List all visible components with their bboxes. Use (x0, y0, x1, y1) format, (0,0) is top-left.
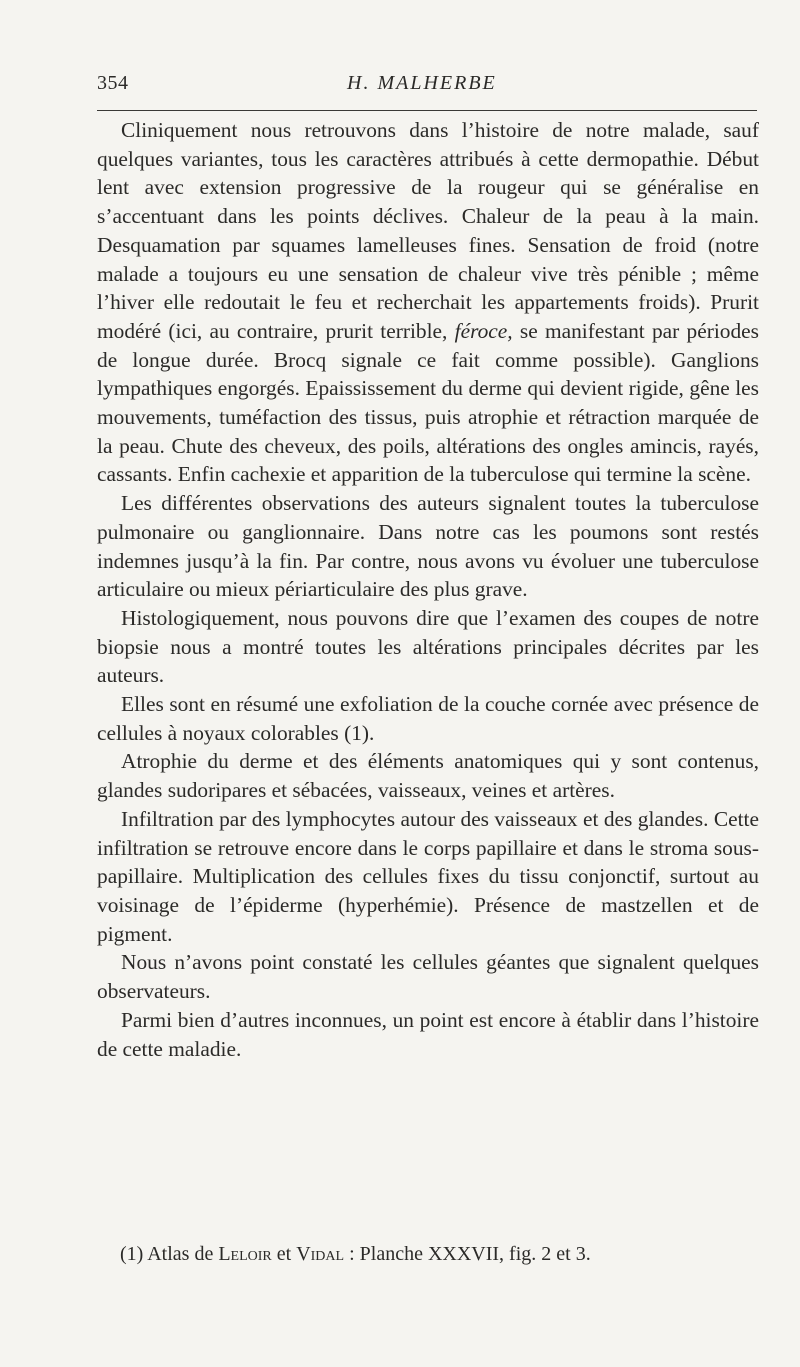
body-text (97, 116, 759, 1063)
paragraph: Elles sont en résumé une exfoliation de la couche cornée avec présence de cellules à noyaux colorables (1). (97, 692, 759, 745)
paragraph: Infiltration par des lymphocytes autour des vaisseaux et des glandes. Cette infiltration se retrouve encore dans le corps papillaire et dans le stroma sous-papillaire. Multiplication des cellules fixes du tissu conjonctif, surtout au voisinage de l’épiderme (hyperhémie). Présence de mastzellen et de pigment. (97, 806, 759, 946)
footnote (120, 1240, 740, 1268)
emphasized-text: féroce, (454, 318, 513, 343)
footnote-text: Atlas de (143, 1243, 219, 1265)
paragraph (97, 116, 759, 489)
paragraph-text: Cliniquement nous retrouvons dans l’histoire de notre malade, sauf quelques variantes, tous les caractères attribués à cette dermopathie. Début lent avec extension progressive de la rougeur qui se généralise en s’accentuant dans les points déclives. Chaleur de la peau à la main. Desquamation par squames lamelleuses fines. Sensation de froid (notre malade a toujours eu une sensation de chaleur vive très pénible ; même l’hiver elle redoutait le feu et recherchait les appartements froids). Prurit modéré (ici, au contraire, prurit terrible, (97, 118, 759, 343)
paragraph: Les différentes observations des auteurs signalent toutes la tuberculose pulmonaire ou ganglionnaire. Dans notre cas les poumons sont restés indemnes jusqu’à la fin. Par contre, nous avons vu évoluer une tuberculose articulaire ou mieux périarticulaire des plus grave. (97, 491, 759, 602)
paragraph: Nous n’avons point constaté les cellules géantes que signalent quelques observateurs. (97, 950, 759, 1004)
running-title: H. MALHERBE (347, 72, 497, 94)
paragraph-text: se manifestant par périodes de longue durée. Brocq signale ce fait comme possible). Ganglions lympathiques engorgés. Epaississement du derme qui devient rigide, gêne les mouvements, tuméfaction des tissus, puis atrophie et rétraction marquée de la peau. Chute des cheveux, des poils, altérations des ongles amincis, rayés, cassants. Enfin cachexie et apparition de la tuberculose qui termine la scène. (97, 318, 759, 487)
footnote-text: et (271, 1243, 297, 1265)
footnote-author: Leloir (218, 1243, 272, 1265)
header-rule (97, 110, 757, 111)
paragraph: Atrophie du derme et des éléments anatomiques qui y sont contenus, glandes sudoripares et sébacées, vaisseaux, veines et artères. (97, 749, 759, 803)
footnote-text: : Planche XXXVII, fig. 2 et 3. (344, 1243, 591, 1265)
running-head (97, 72, 757, 98)
footnote-author: Vidal (296, 1243, 345, 1265)
page-number: 354 (97, 72, 129, 94)
paragraph: Parmi bien d’autres inconnues, un point est encore à établir dans l’histoire de cette maladie. (97, 1007, 759, 1061)
paragraph: Histologiquement, nous pouvons dire que l’examen des coupes de notre biopsie nous a montré toutes les altérations principales décrites par les auteurs. (97, 605, 759, 688)
footnote-marker: (1) (120, 1243, 144, 1265)
